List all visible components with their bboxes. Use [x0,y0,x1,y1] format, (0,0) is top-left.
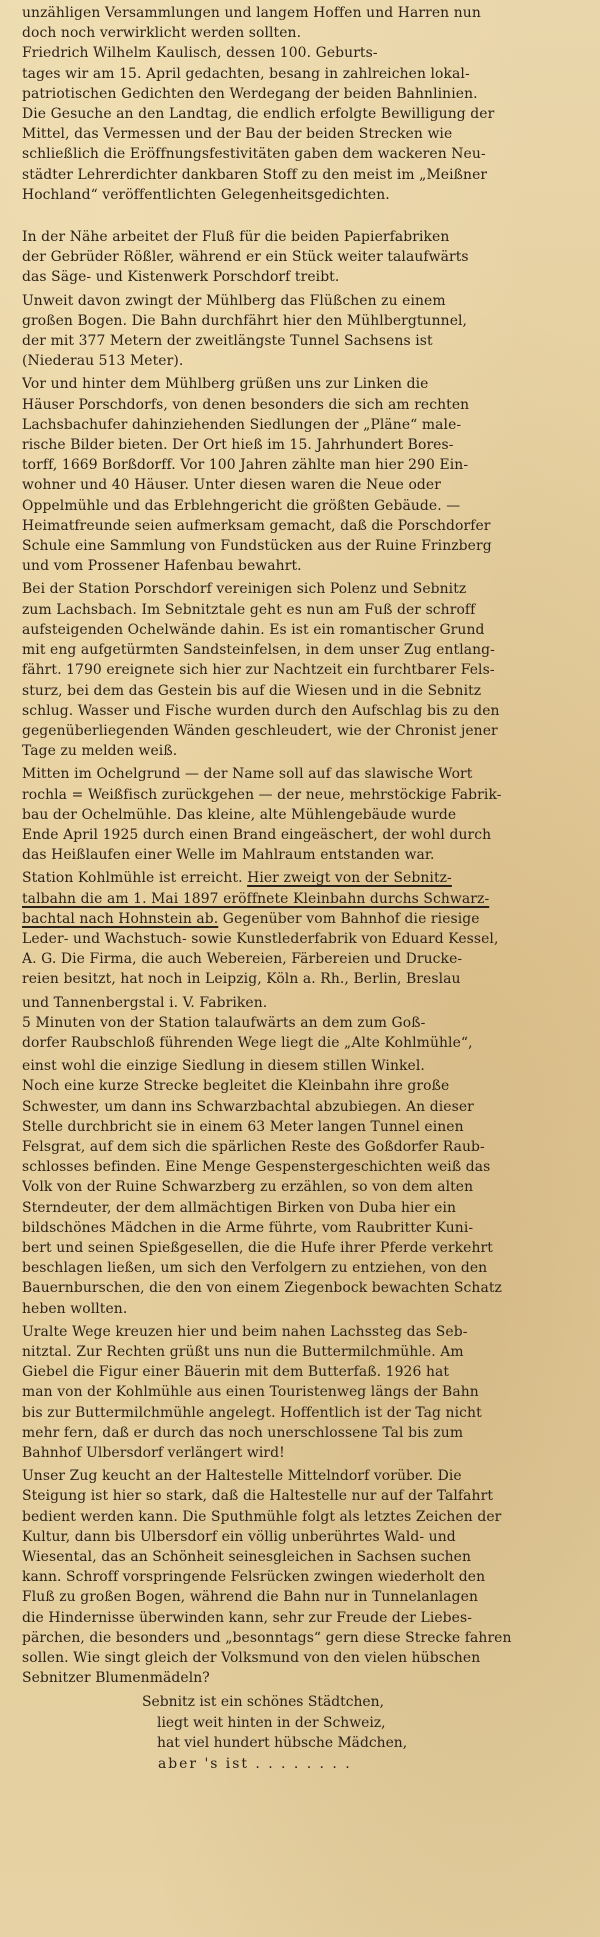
text-line: Unweit davon zwingt der Mühlberg das Flüßchen zu einem [22,292,446,309]
text-line: Heimatfreunde seien aufmerksam gemacht, daß die Porschdorfer [22,517,491,534]
paragraph-papierfabriken [22,227,590,288]
text-line: (Niederau 513 Meter). [22,353,184,370]
text-line: fährt. 1790 ereignete sich hier zur Nachtzeit ein furchtbarer Fels- [22,662,495,679]
text-line: schließlich die Eröffnungsfestivitäten gaben dem wackeren Neu- [22,146,486,163]
text-line: mit eng aufgetürmten Sandsteinfelsen, in dem unser Zug entlang- [22,642,495,659]
text-line: Mittel, das Vermessen und der Bau der beiden Strecken wie [22,126,453,143]
text-line: Giebel die Figur einer Bäuerin mit dem Butterfaß. 1926 hat [22,1364,450,1381]
text-line: torff, 1669 Borßdorff. Vor 100 Jahren zählte man hier 290 Ein- [22,457,469,474]
paragraph-intro-end [22,3,590,43]
text-line: der mit 377 Metern der zweitlängste Tunnel Sachsens ist [22,333,433,350]
text-line: In der Nähe arbeitet der Fluß für die beiden Papierfabriken [22,229,450,246]
text-line: Wiesental, das an Schönheit seinesgleichen in Sachsen suchen [22,1549,472,1566]
verse-line: Sebnitz ist ein schönes Städtchen, [142,1694,385,1711]
text-line: die Hindernisse überwinden kann, sehr zur Freude der Liebes- [22,1609,473,1626]
text-line: der Gebrüder Rößler, während er ein Stück weiter talaufwärts [22,249,469,266]
text-line: bert und seinen Spießgesellen, die die Hufe ihrer Pferde verkehrt [22,1239,493,1256]
text-line: Mitten im Ochelgrund — der Name soll auf das slawische Wort [22,766,473,783]
text-line: schlug. Wasser und Fische wurden durch den Aufschlag bis zu den [22,702,500,719]
text-line: Station Kohlmühle ist erreicht. Hier zweigt von der Sebnitz- [22,870,452,887]
text-line: rische Bilder bieten. Der Ort hieß im 15. Jahrhundert Bores- [22,437,454,454]
paragraph-lachssteg [22,1322,590,1463]
paragraph-station-porschdorf [22,579,590,761]
text-line: Friedrich Wilhelm Kaulisch, dessen 100. Geburts- [22,45,378,62]
text-line: und Tannenbergstal i. V. Fabriken. [22,994,268,1011]
text-line: mehr fern, daß er durch das noch unerschlossene Tal bis zum [22,1424,464,1441]
text-line: sturz, bei dem das Gestein bis auf die Wiesen und in die Sebnitz [22,682,482,699]
text-line: kann. Schroff vorspringende Felsrücken zwingen wiederholt den [22,1569,486,1586]
text-line: nitztal. Zur Rechten grüßt uns nun die Buttermilchmühle. Am [22,1344,464,1360]
text-line: und vom Prossener Hafenbau bewahrt. [22,558,302,575]
text-line: bau der Ochelmühle. Das kleine, alte Mühlengebäude wurde [22,806,457,823]
text-line: bedient werden kann. Die Sputhmühle folgt als letztes Zeichen der [22,1508,502,1525]
text-line: rochla = Weißfisch zurückgehen — der neue, mehrstöckige Fabrik- [22,786,502,803]
text-line: Stelle durchbricht sie in einem 63 Meter langen Tunnel einen [22,1118,464,1135]
text-line: pärchen, die besonders und „besonntags“ gern diese Strecke fahren [22,1629,512,1646]
underlined-text: Hier zweigt von der Sebnitz- [247,870,452,887]
text-line: aufsteigenden Ochelwände dahin. Es ist ein romantischer Grund [22,621,485,638]
text-line: schlosses befinden. Eine Menge Gespenstergeschichten weiß das [22,1159,491,1176]
text-line: Ende April 1925 durch einen Brand eingeäschert, der wohl durch [22,826,492,843]
text-line: Schwester, um dann ins Schwarzbachtal abzubiegen. An dieser [22,1098,474,1115]
text-line: dorfer Raubschloß führenden Wege liegt die „Alte Kohlmühle“, [22,1034,473,1051]
text-line: bachtal nach Hohnstein ab. Gegenüber vom Bahnhof die riesige [22,910,480,927]
paragraph-kleinbahn-tunnel [22,1056,590,1319]
text-line: reien besitzt, hat noch in Leipzig, Köln a. Rh., Berlin, Breslau [22,971,461,988]
text-line: Häuser Porschdorfs, von denen besonders die sich am rechten [22,396,470,413]
text-line: sollen. Wie singt gleich der Volksmund von den vielen hübschen [22,1650,481,1667]
text-line: Lachsbachufer dahinziehenden Siedlungen der „Pläne“ male- [22,416,462,433]
text-line: Kultur, dann bis Ulbersdorf ein völlig unberührtes Wald- und [22,1528,456,1545]
text-line: heben wollten. [22,1300,128,1317]
paragraph-ochelgrund [22,764,590,865]
text-line: Hochland“ veröffentlichten Gelegenheitsgedichten. [22,186,390,203]
text-line: Sterndeuter, der dem allmächtigen Birken von Duba hier ein [22,1199,457,1216]
paragraph-raubschloss [22,993,590,1054]
text-line: das Säge- und Kistenwerk Porschdorf treibt. [22,269,340,286]
text-line: Unser Zug keucht an der Haltestelle Mittelndorf vorüber. Die [22,1468,462,1485]
text-line: zum Lachsbach. Im Sebnitztale geht es nun am Fuß der schroff [22,601,476,618]
verse [22,1692,590,1774]
text-line: Vor und hinter dem Mühlberg grüßen uns zur Linken die [22,376,429,393]
text-line: Schule eine Sammlung von Fundstücken aus der Ruine Frinzberg [22,538,492,555]
text-line: städter Lehrerdichter dankbaren Stoff zu den meist im „Meißner [22,166,488,183]
text-line: Tage zu melden weiß. [22,743,178,760]
text-line: Fluß zu großen Bogen, während die Bahn nur in Tunnelanlagen [22,1589,479,1606]
text-line: einst wohl die einzige Siedlung in diesem stillen Winkel. [22,1058,425,1075]
paragraph-kohlmuehle [22,868,590,989]
text-line: Uralte Wege kreuzen hier und beim nahen Lachssteg das Seb- [22,1323,468,1340]
paragraph-mittelndorf [22,1466,590,1688]
text-line: 5 Minuten von der Station talaufwärts an dem zum Goß- [22,1014,426,1031]
text-line: großen Bogen. Die Bahn durchfährt hier den Mühlbergtunnel, [22,312,468,329]
paragraph-porschdorf [22,374,590,576]
text-line: tages wir am 15. April gedachten, besang in zahlreichen lokal- [22,65,470,82]
underlined-text: bachtal nach Hohnstein ab. [22,910,219,927]
text-line: Sebnitzer Blumenmädeln? [22,1670,210,1687]
text-line: man von der Kohlmühle aus einen Touristenweg längs der Bahn [22,1384,479,1401]
text-line: doch noch verwirklicht werden sollten. [22,25,302,42]
verse-line: aber 's ist . . . . . . . . [158,1755,352,1772]
text-line: Oppelmühle und das Erblehngericht die größten Gebäude. — [22,497,461,514]
text-line: Volk von der Ruine Schwarzberg zu erzählen, so von dem alten [22,1179,474,1196]
text-line: unzähligen Versammlungen und langem Hoffen und Harren nun [22,5,481,21]
text-line: bis zur Buttermilchmühle angelegt. Hoffentlich ist der Tag nicht [22,1404,482,1421]
text-line: A. G. Die Firma, die auch Webereien, Färbereien und Drucke- [22,951,463,968]
paragraph-kaulisch [22,43,590,205]
text-line: patriotischen Gedichten den Werdegang der beiden Bahnlinien. [22,85,478,102]
text-line: Bahnhof Ulbersdorf verlängert wird! [22,1445,285,1462]
paragraph-muehlberg [22,291,590,372]
text-line: Noch eine kurze Strecke begleitet die Kleinbahn ihre große [22,1078,450,1095]
underlined-text-line: talbahn die am 1. Mai 1897 eröffnete Kleinbahn durchs Schwarz- [22,890,490,907]
text-line: das Heißlaufen einer Welle im Mahlraum entstanden war. [22,847,435,864]
text-line: Bauernburschen, die den von einem Ziegenbock bewachten Schatz [22,1280,502,1297]
text-line: Felsgrat, auf dem sich die spärlichen Reste des Goßdorfer Raub- [22,1138,485,1155]
verse-line: hat viel hundert hübsche Mädchen, [157,1735,408,1752]
text-line: Bei der Station Porschdorf vereinigen sich Polenz und Sebnitz [22,581,467,598]
text-line: Steigung ist hier so stark, daß die Haltestelle nur auf der Talfahrt [22,1488,494,1505]
text-line: wohner und 40 Häuser. Unter diesen waren die Neue oder [22,477,441,494]
text-line: Die Gesuche an den Landtag, die endlich erfolgte Bewilligung der [22,106,495,123]
text-line: Leder- und Wachstuch- sowie Kunstlederfabrik von Eduard Kessel, [22,930,499,947]
verse-line: liegt weit hinten in der Schweiz, [157,1714,386,1731]
text-line: gegenüberliegenden Wänden geschleudert, wie der Chronist jener [22,722,498,739]
text-line: beschlagen ließen, um sich den Verfolgern zu entziehen, von den [22,1260,488,1277]
text-line: bildschönes Mädchen in die Arme führte, vom Raubritter Kuni- [22,1219,474,1236]
